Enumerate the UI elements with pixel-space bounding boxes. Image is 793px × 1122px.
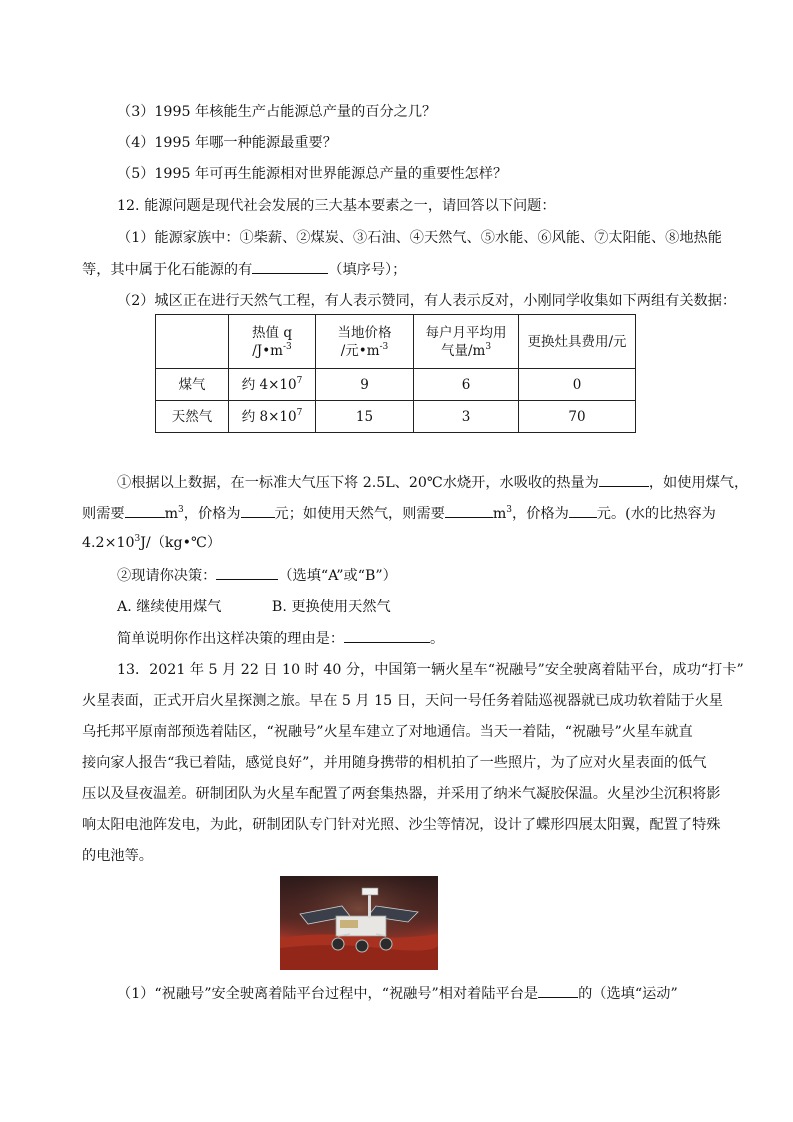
q12-sub1-line2: 则需要 $m^3$，价格为 元；如使用天然气，则需要 $m^3$，价格为 元。(水的比热容为 xyxy=(82,505,716,522)
q12-part2: （2）城区正在进行天然气工程，有人表示赞同，有人表示反对，小刚同学收集如下两组有关数据： xyxy=(117,293,737,309)
q13-paragraph-line: 13．2021 年 5 月 22 日 10 时 40 分，中国第一辆火星车“祝融号”安全驶离着陆平台，成功“打卡” xyxy=(117,662,744,678)
q12-part1-line1: （1）能源家族中：①柴薪、②煤炭、③石油、④天然气、⑤水能、⑥风能、⑦太阳能、⑧地热能 xyxy=(117,230,722,246)
heat-absorbed-blank[interactable] xyxy=(599,472,649,487)
q13-paragraph-line: 接向家人报告“我已着陆，感觉良好”，并用随身携带的相机拍了一些照片，为了应对火星表面的低气 xyxy=(82,755,707,771)
table-corner-cell xyxy=(156,315,229,369)
q12-part1-line2 xyxy=(82,259,406,280)
q13-paragraph-line: 压以及昼夜温差。研制团队为火星车配置了两套集热器，并采用了纳米气凝胶保温。火星沙尘沉积将影 xyxy=(82,786,721,802)
row-heat: 约 $4\times 10^7$ xyxy=(229,369,316,401)
q13-paragraph-line: 乌托邦平原南部预选着陆区，“祝融号”火星车建立了对地通信。当天一着陆，“祝融号”火星车就直 xyxy=(82,724,693,740)
q13-paragraph-line: 响太阳电池阵发电，为此，研制团队专门针对光照、沙尘等情况，设计了蝶形四展太阳翼，配置了特殊 xyxy=(82,817,721,833)
reason-blank[interactable] xyxy=(344,628,430,643)
q12-sub1-line3: $4.2\times 10^3J/(kg•℃)$ xyxy=(82,534,222,551)
natural-gas-price-blank[interactable] xyxy=(569,503,597,518)
q12-decision: ②现请你决策： （选填“A”或“B”） xyxy=(117,565,397,586)
rover-illustration xyxy=(280,876,438,970)
row-price: 15 xyxy=(316,401,414,433)
q12-part1-hint: （填序号）； xyxy=(328,262,407,278)
q12-sub1-line1: ①根据以上数据，在一标准大气压下将 2.5L、20℃水烧开，水吸收的热量为 ，如使用煤气， xyxy=(117,472,748,493)
q13-paragraph-line: 火星表面，正式开启火星探测之旅。早在 5 月 15 日，天问一号任务着陆巡视器就已成功软着陆于火星 xyxy=(82,693,723,709)
row-cost: 70 xyxy=(519,401,636,433)
q12-part1-text: 等，其中属于化石能源的有 xyxy=(82,262,253,278)
fossil-energy-blank[interactable] xyxy=(252,259,328,274)
question-item-3: （3）1995 年核能生产占能源总产量的百分之几？ xyxy=(117,104,437,120)
option-b[interactable]: B. 更换使用天然气 xyxy=(271,599,391,615)
row-price: 9 xyxy=(316,369,414,401)
question-item-4: （4）1995 年哪一种能源最重要？ xyxy=(117,135,337,151)
q12-intro: 12. 能源问题是现代社会发展的三大基本要素之一，请回答以下问题： xyxy=(117,198,556,214)
header-monthly-usage: 每户月平均用 气量$/m^3$ xyxy=(414,315,519,369)
option-a[interactable]: A. 继续使用煤气 xyxy=(117,599,222,615)
header-heat-value: 热值 q $/J•m^{-3}$ xyxy=(229,315,316,369)
q13-paragraph-line: 的电池等。 xyxy=(82,848,153,864)
energy-data-table xyxy=(155,314,636,433)
gas-volume-blank[interactable] xyxy=(125,503,165,518)
row-name: 煤气 xyxy=(156,369,229,401)
q12-reason: 简单说明你作出这样决策的理由是： 。 xyxy=(117,628,444,649)
row-heat: 约 $8\times 10^7$ xyxy=(229,401,316,433)
header-stove-cost: 更换灶具费用/元 xyxy=(519,315,636,369)
mars-rover-photo xyxy=(280,876,438,970)
natural-gas-volume-blank[interactable] xyxy=(445,503,493,518)
decision-blank[interactable] xyxy=(216,565,278,580)
row-name: 天然气 xyxy=(156,401,229,433)
header-local-price: 当地价格 /元$•m^{-3}$ xyxy=(316,315,414,369)
relative-motion-blank[interactable] xyxy=(538,983,578,998)
row-cost: 0 xyxy=(519,369,636,401)
gas-price-blank[interactable] xyxy=(241,503,275,518)
table-row xyxy=(156,401,636,433)
row-usage: 6 xyxy=(414,369,519,401)
table-row xyxy=(156,369,636,401)
q12-options xyxy=(117,597,391,617)
row-usage: 3 xyxy=(414,401,519,433)
question-item-5: （5）1995 年可再生能源相对世界能源总产量的重要性怎样？ xyxy=(117,166,508,182)
q13-sub1: （1）“祝融号”安全驶离着陆平台过程中，“祝融号”相对着陆平台是 的（选填“运动” xyxy=(117,983,678,1004)
